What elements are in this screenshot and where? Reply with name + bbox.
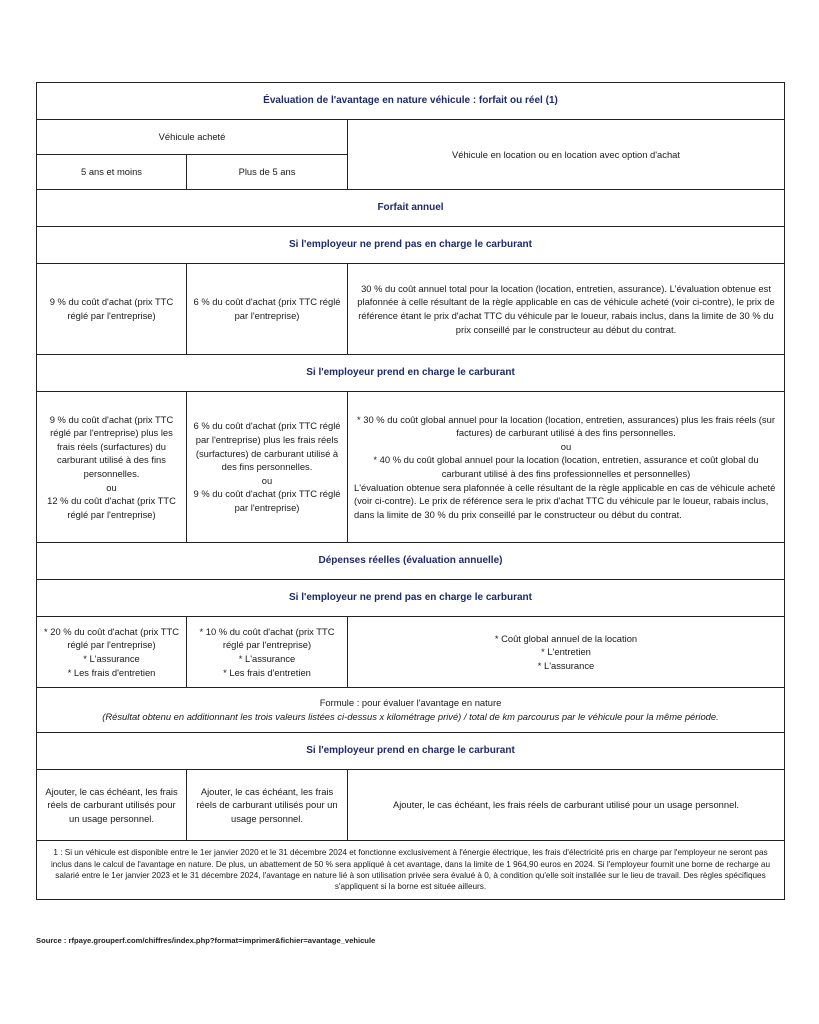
reel-fuel-over5: Ajouter, le cas échéant, les frais réels de carburant utilisés pour un usage personnel. xyxy=(187,770,348,841)
header-over-5-years: Plus de 5 ans xyxy=(187,155,348,190)
forfait-fuel-under5-option-b: 12 % du coût d'achat (prix TTC réglé par l'entreprise) xyxy=(47,495,176,520)
reel-fuel-title: Si l'employeur prend en charge le carburant xyxy=(37,733,785,770)
reel-no-fuel-under5 xyxy=(37,617,187,688)
reel-no-fuel-title: Si l'employeur ne prend pas en charge le carburant xyxy=(37,580,785,617)
vehicle-benefit-table xyxy=(36,82,785,900)
reel-fuel-under5: Ajouter, le cas échéant, les frais réels de carburant utilisés pour un usage personnel. xyxy=(37,770,187,841)
list-item: * L'assurance xyxy=(537,659,595,671)
list-item: * L'entretien xyxy=(541,646,591,658)
forfait-fuel-rental xyxy=(348,392,785,543)
reel-no-fuel-rental xyxy=(348,617,785,688)
formula-cell xyxy=(37,688,785,733)
section-forfait-title: Forfait annuel xyxy=(37,190,785,227)
header-under-5-years: 5 ans et moins xyxy=(37,155,187,190)
section-reel-title: Dépenses réelles (évaluation annuelle) xyxy=(37,543,785,580)
header-purchased: Véhicule acheté xyxy=(37,120,348,155)
list-item: * Les frais d'entretien xyxy=(67,666,156,678)
forfait-no-fuel-over5: 6 % du coût d'achat (prix TTC réglé par l'entreprise) xyxy=(187,264,348,355)
list-item: * L'assurance xyxy=(238,653,296,664)
reel-fuel-rental: Ajouter, le cas échéant, les frais réels de carburant utilisé pour un usage personnel. xyxy=(348,770,785,841)
forfait-fuel-over5 xyxy=(187,392,348,543)
forfait-fuel-over5-option-a: 6 % du coût d'achat (prix TTC réglé par l'entreprise) plus les frais réels (surfactures) de carburant utilisé à des fins personnelles. xyxy=(193,420,341,473)
table-title: Évaluation de l'avantage en nature véhicule : forfait ou réel (1) xyxy=(37,83,785,120)
formula-text: (Résultat obtenu en additionnant les trois valeurs listées ci-dessus x kilométrage privé) / total de km parcourus par le véhicule pour la même période. xyxy=(102,711,719,722)
forfait-fuel-under5 xyxy=(37,392,187,543)
forfait-fuel-under5-option-a: 9 % du coût d'achat (prix TTC réglé par l'entreprise) plus les frais réels (surfactures) du carburant utilisé à des fins personnelles. xyxy=(49,413,174,479)
list-item: * 20 % du coût d'achat (prix TTC réglé par l'entreprise) xyxy=(43,625,179,651)
list-item: * Les frais d'entretien xyxy=(223,666,311,678)
forfait-fuel-over5-option-b: 9 % du coût d'achat (prix TTC réglé par l'entreprise) xyxy=(193,488,341,514)
forfait-no-fuel-rental: 30 % du coût annuel total pour la location (location, entretien, assurance). L'évaluation obtenue est plafonnée à celle résultant de la règle applicable en cas de véhicule acheté (voir ci-contre), le prix de référence étant le prix d'achat TTC du véhicule par le loueur, rabais inclus, dans la limite de 30 % du prix conseillé par le constructeur au début du contrat. xyxy=(348,264,785,355)
forfait-fuel-rental-or: ou xyxy=(560,440,572,452)
list-item: * Coût global annuel de la location xyxy=(494,632,638,644)
forfait-fuel-under5-or: ou xyxy=(106,481,117,493)
source-line: Source : rfpaye.grouperf.com/chiffres/index.php?format=imprimer&fichier=avantage_vehicule xyxy=(36,936,376,945)
forfait-fuel-rental-cap-note: L'évaluation obtenue sera plafonnée à celle résultant de la règle applicable en cas de véhicule acheté (voir ci-contre). Le prix de référence sera le prix d'achat TTC du véhicule par le loueur, rabais inclus, dans la limite de 30 % du prix conseillé par le constructeur ou début du contrat. xyxy=(354,481,776,520)
list-item: * 10 % du coût d'achat (prix TTC réglé par l'entreprise) xyxy=(199,625,335,651)
list-item: * L'assurance xyxy=(83,653,140,664)
document-container xyxy=(36,82,784,900)
forfait-fuel-rental-option-a: * 30 % du coût global annuel pour la location (location, entretien, assurances) plus les frais réels (sur factures) de carburant utilisé à des fins personnelles. xyxy=(357,413,775,439)
forfait-no-fuel-under5: 9 % du coût d'achat (prix TTC réglé par l'entreprise) xyxy=(37,264,187,355)
forfait-fuel-title: Si l'employeur prend en charge le carburant xyxy=(37,355,785,392)
header-rental: Véhicule en location ou en location avec option d'achat xyxy=(348,120,785,190)
formula-label: Formule : pour évaluer l'avantage en nature xyxy=(319,697,502,709)
forfait-no-fuel-title: Si l'employeur ne prend pas en charge le carburant xyxy=(37,227,785,264)
forfait-fuel-over5-or: ou xyxy=(261,474,273,486)
reel-no-fuel-over5 xyxy=(187,617,348,688)
forfait-fuel-rental-option-b: * 40 % du coût global annuel pour la location (location, entretien, assurance et coût global du carburant utilisé à des fins professionnelles et personnelles) xyxy=(373,454,759,479)
footnote: 1 : Si un véhicule est disponible entre le 1er janvier 2020 et le 31 décembre 2024 et fonctionne exclusivement à l'énergie électrique, les frais d'électricité pris en charge par l'employeur ne seront pas inclus dans le calcul de l'avantage en nature. De plus, un abattement de 50 % sera appliqué à cet avantage, dans la limite de 1 964,90 euros en 2024. Si l'employeur fournit une borne de recharge au salarié entre le 1er janvier 2023 et le 31 décembre 2024, l'avantage en nature lié à son utilisation privée sera évalué à 0, à condition qu'elle soit installée sur le lieu de travail. Des règles spécifiques s'appliquent si la borne est située ailleurs. xyxy=(37,841,785,900)
